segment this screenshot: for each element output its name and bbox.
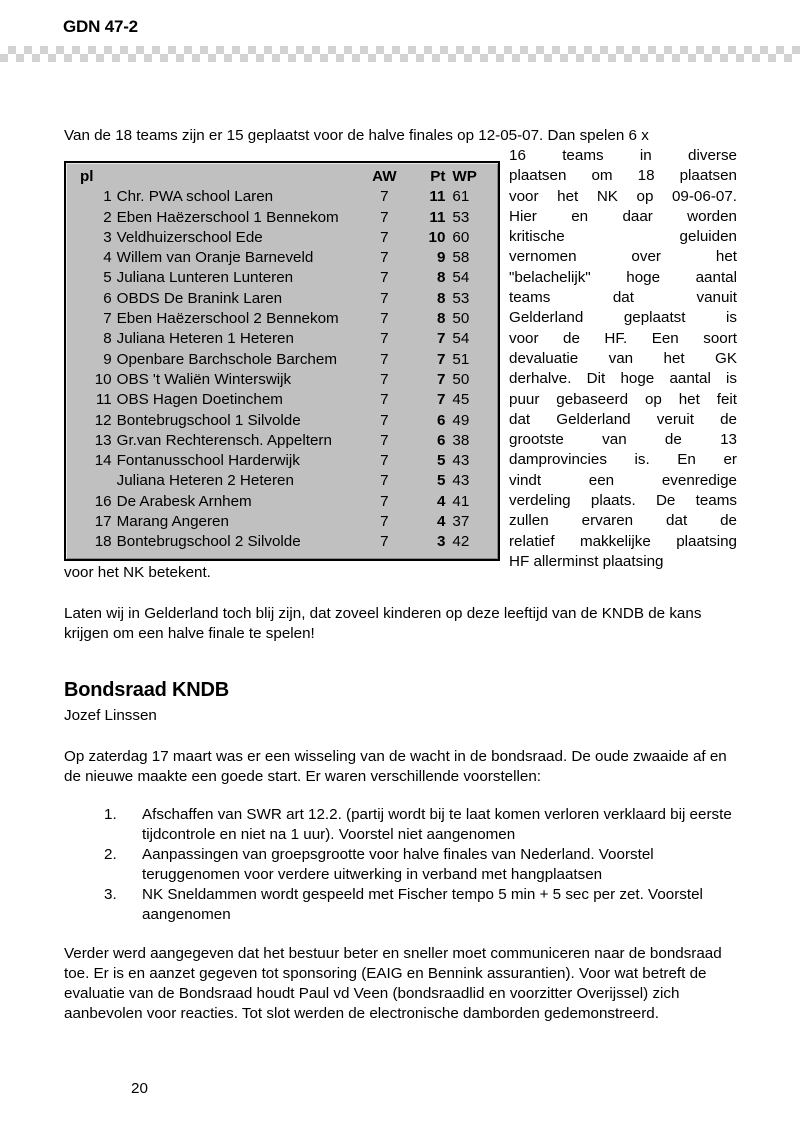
side-text-line: devaluatie van het GK bbox=[509, 349, 737, 367]
side-text-line: grootste van de 13 bbox=[509, 431, 737, 449]
side-text-line: "belachelijk" hoge aantal bbox=[509, 268, 737, 286]
table-row bbox=[66, 451, 498, 471]
cell-pl: 7 bbox=[103, 310, 112, 328]
intro-paragraph: Van de 18 teams zijn er 15 geplaatst voor de halve finales op 12-05-07. Dan spelen 6 x bbox=[64, 127, 649, 144]
cell-team: Marang Angeren bbox=[116, 513, 229, 531]
cell-team: Chr. PWA school Laren bbox=[116, 188, 274, 206]
table-row bbox=[66, 532, 498, 552]
cell-aw: 7 bbox=[380, 249, 389, 267]
section-heading: Bondsraad KNDB bbox=[64, 679, 229, 701]
cell-pt: 5 bbox=[436, 452, 446, 470]
list-item bbox=[104, 805, 740, 845]
cell-wp: 50 bbox=[452, 310, 470, 328]
cell-wp: 42 bbox=[452, 533, 470, 551]
cell-aw: 7 bbox=[380, 452, 389, 470]
section-intro-paragraph: Op zaterdag 17 maart was er een wisseling van de wacht in de bondsraad. De oude zwaaide af en de nieuwe maakte een goede start. Er waren verschillende voorstellen: bbox=[64, 748, 727, 785]
cell-aw: 7 bbox=[380, 310, 389, 328]
side-text-line: Hier en daar worden bbox=[509, 207, 737, 225]
standings-table-body bbox=[66, 187, 498, 552]
cell-pt: 7 bbox=[436, 391, 446, 409]
list-item bbox=[104, 845, 740, 885]
cell-team: OBDS De Branink Laren bbox=[116, 289, 283, 307]
cell-team: Veldhuizerschool Ede bbox=[116, 228, 263, 246]
cell-pt: 7 bbox=[436, 350, 446, 368]
proposals-list bbox=[104, 805, 740, 925]
cell-aw: 7 bbox=[380, 411, 389, 429]
cell-wp: 37 bbox=[452, 513, 470, 531]
standings-table-head bbox=[66, 167, 498, 187]
cell-aw: 7 bbox=[380, 269, 389, 287]
side-text-line: verdeling plaats. De teams bbox=[509, 492, 737, 510]
cell-pl: 6 bbox=[103, 289, 112, 307]
cell-pt: 6 bbox=[436, 411, 446, 429]
list-item-number: 3. bbox=[104, 886, 117, 903]
cell-wp: 51 bbox=[452, 350, 470, 368]
list-item bbox=[104, 885, 740, 925]
table-row bbox=[66, 411, 498, 431]
side-text-line: HF allerminst plaatsing bbox=[509, 552, 664, 570]
cell-aw: 7 bbox=[380, 370, 389, 388]
standings-table-container bbox=[64, 161, 500, 561]
side-text-line: damprovincies is. En er bbox=[509, 451, 737, 469]
cell-pl: 12 bbox=[94, 411, 112, 429]
table-row bbox=[66, 512, 498, 532]
table-row bbox=[66, 187, 498, 207]
cell-pt: 5 bbox=[436, 472, 446, 490]
cell-pt: 7 bbox=[436, 330, 446, 348]
cell-wp: 45 bbox=[452, 391, 470, 409]
page-header bbox=[0, 0, 800, 70]
column-header-wp: WP bbox=[452, 168, 477, 185]
standings-table bbox=[66, 167, 498, 553]
cell-aw: 7 bbox=[380, 391, 389, 409]
page-title: GDN 47-2 bbox=[63, 17, 138, 36]
cell-aw: 7 bbox=[380, 208, 389, 226]
side-text-line: plaatsen om 18 plaatsen bbox=[509, 167, 737, 185]
side-text-line: dat Gelderland veruit de bbox=[509, 410, 737, 428]
list-item-text: Afschaffen van SWR art 12.2. (partij wordt bij te laat komen verloren verklaard bij eerste tijdcontrole en niet na 1 uur). Voorstel niet aangenomen bbox=[142, 806, 732, 843]
cell-aw: 7 bbox=[380, 533, 389, 551]
side-text-column bbox=[509, 146, 737, 572]
table-row bbox=[66, 350, 498, 370]
cell-team: Willem van Oranje Barneveld bbox=[116, 249, 314, 267]
side-text-line: teams dat vanuit bbox=[509, 289, 737, 307]
cell-wp: 41 bbox=[452, 492, 470, 510]
table-row bbox=[66, 268, 498, 288]
cell-team: OBS 't Waliën Winterswijk bbox=[116, 370, 292, 388]
cell-pt: 6 bbox=[436, 431, 446, 449]
cell-pt: 7 bbox=[436, 370, 446, 388]
list-item-number: 2. bbox=[104, 846, 117, 863]
cell-wp: 43 bbox=[452, 472, 470, 490]
cell-wp: 53 bbox=[452, 289, 470, 307]
section-closing-paragraph: Verder werd aangegeven dat het bestuur beter en sneller moet communiceren naar de bondsraad toe. Er is en aanzet gegeven tot sponsoring (EAIG en Bennink assurantien). Voor wat betreft de evaluatie van de Bondsraad houdt Paul vd Veen (bondsraadlid en voorzitter Overijssel) zich aanbevolen voor reacties. Tot slot werden de electronische damborden gedemonstreerd. bbox=[64, 945, 722, 1022]
cell-aw: 7 bbox=[380, 188, 389, 206]
list-item-text: Aanpassingen van groepsgrootte voor halve finales van Nederland. Voorstel teruggenomen voor verdere uitwerking in verband met hangplaatsen bbox=[142, 846, 654, 883]
column-header-pl: pl bbox=[80, 168, 94, 185]
section-author: Jozef Linssen bbox=[64, 707, 157, 724]
cell-pl: 14 bbox=[94, 452, 112, 470]
cell-aw: 7 bbox=[380, 289, 389, 307]
cell-aw: 7 bbox=[380, 513, 389, 531]
cell-pl: 13 bbox=[94, 431, 112, 449]
cell-pl: 4 bbox=[103, 249, 112, 267]
cell-team: Gr.van Rechterensch. Appeltern bbox=[116, 431, 332, 449]
cell-pl: 9 bbox=[103, 350, 112, 368]
cell-wp: 53 bbox=[452, 208, 470, 226]
table-row bbox=[66, 370, 498, 390]
cell-pl: 1 bbox=[103, 188, 112, 206]
cell-team: OBS Hagen Doetinchem bbox=[116, 391, 283, 409]
cell-pt: 8 bbox=[436, 269, 446, 287]
side-text-line: vernomen over het bbox=[509, 248, 737, 266]
cell-pt: 4 bbox=[436, 492, 446, 510]
cell-aw: 7 bbox=[380, 492, 389, 510]
cell-pl: 10 bbox=[94, 370, 112, 388]
cell-wp: 58 bbox=[452, 249, 470, 267]
side-text-line: voor het NK op 09-06-07. bbox=[509, 187, 737, 205]
list-item-text: NK Sneldammen wordt gespeeld met Fischer tempo 5 min + 5 sec per zet. Voorstel aangenomen bbox=[142, 886, 703, 923]
cell-pt: 10 bbox=[428, 228, 446, 246]
column-header-aw: AW bbox=[372, 168, 397, 185]
cell-team: Juliana Heteren 2 Heteren bbox=[116, 472, 294, 490]
side-text-line: 16 teams in diverse bbox=[509, 147, 737, 164]
side-text-line: zullen ervaren dat de bbox=[509, 512, 737, 530]
cell-team: Bontebrugschool 2 Silvolde bbox=[116, 533, 301, 551]
cell-wp: 38 bbox=[452, 431, 470, 449]
cell-wp: 43 bbox=[452, 452, 470, 470]
table-row bbox=[66, 329, 498, 349]
side-text-line: Gelderland geplaatst is bbox=[509, 309, 737, 327]
cell-pt: 11 bbox=[429, 208, 446, 226]
cell-team: Eben Haëzerschool 2 Bennekom bbox=[116, 310, 339, 328]
table-row bbox=[66, 228, 498, 248]
cell-wp: 61 bbox=[452, 188, 470, 206]
table-row bbox=[66, 309, 498, 329]
cell-team: Fontanusschool Harderwijk bbox=[116, 452, 300, 470]
cell-team: Eben Haëzerschool 1 Bennekom bbox=[116, 208, 339, 226]
cell-pt: 9 bbox=[436, 249, 446, 267]
table-row bbox=[66, 289, 498, 309]
cell-pl: 8 bbox=[103, 330, 112, 348]
column-header-pt: Pt bbox=[430, 168, 446, 185]
table-row bbox=[66, 390, 498, 410]
table-row bbox=[66, 492, 498, 512]
cell-wp: 60 bbox=[452, 228, 470, 246]
side-text-line: derhalve. Dit hoge aantal is bbox=[509, 370, 737, 388]
cell-aw: 7 bbox=[380, 350, 389, 368]
cell-wp: 49 bbox=[452, 411, 470, 429]
cell-pl: 16 bbox=[94, 492, 112, 510]
cell-wp: 50 bbox=[452, 370, 470, 388]
side-text-line: kritische geluiden bbox=[509, 228, 737, 246]
cell-aw: 7 bbox=[380, 228, 389, 246]
table-row bbox=[66, 248, 498, 268]
table-header-row bbox=[66, 167, 498, 187]
cell-pl: 11 bbox=[95, 391, 112, 409]
cell-team: Juliana Heteren 1 Heteren bbox=[116, 330, 294, 348]
side-text-line: relatief makkelijke plaatsing bbox=[509, 532, 737, 550]
paragraph-laten: Laten wij in Gelderland toch blij zijn, dat zoveel kinderen op deze leeftijd van de KNDB de kans krijgen om een halve finale te spelen! bbox=[64, 605, 702, 642]
cell-pt: 3 bbox=[436, 533, 446, 551]
cell-pl: 2 bbox=[103, 208, 112, 226]
cell-pt: 8 bbox=[436, 310, 446, 328]
cell-pl bbox=[66, 471, 117, 491]
table-row bbox=[66, 208, 498, 228]
cell-team: Bontebrugschool 1 Silvolde bbox=[116, 411, 301, 429]
list-item-number: 1. bbox=[104, 806, 117, 823]
checkerboard-divider bbox=[0, 46, 800, 62]
cell-wp: 54 bbox=[452, 269, 470, 287]
cell-aw: 7 bbox=[380, 472, 389, 490]
after-table-paragraph: voor het NK betekent. bbox=[64, 564, 211, 581]
side-text-line: voor de HF. Een soort bbox=[509, 329, 737, 347]
side-text-line: vindt een evenredige bbox=[509, 471, 737, 489]
cell-aw: 7 bbox=[380, 330, 389, 348]
cell-team: Juliana Lunteren Lunteren bbox=[116, 269, 294, 287]
cell-pt: 8 bbox=[436, 289, 446, 307]
cell-wp: 54 bbox=[452, 330, 470, 348]
cell-team: Openbare Barchschole Barchem bbox=[116, 350, 337, 368]
cell-pl: 5 bbox=[103, 269, 112, 287]
side-text-line: puur gebaseerd op het feit bbox=[509, 390, 737, 408]
cell-pl: 3 bbox=[103, 228, 112, 246]
cell-pt: 11 bbox=[429, 188, 446, 206]
cell-pt: 4 bbox=[436, 513, 446, 531]
cell-team: De Arabesk Arnhem bbox=[116, 492, 252, 510]
table-row bbox=[66, 431, 498, 451]
table-row bbox=[66, 471, 498, 491]
cell-aw: 7 bbox=[380, 431, 389, 449]
cell-pl: 17 bbox=[94, 513, 112, 531]
cell-pl: 18 bbox=[94, 533, 112, 551]
page-number: 20 bbox=[131, 1080, 148, 1097]
